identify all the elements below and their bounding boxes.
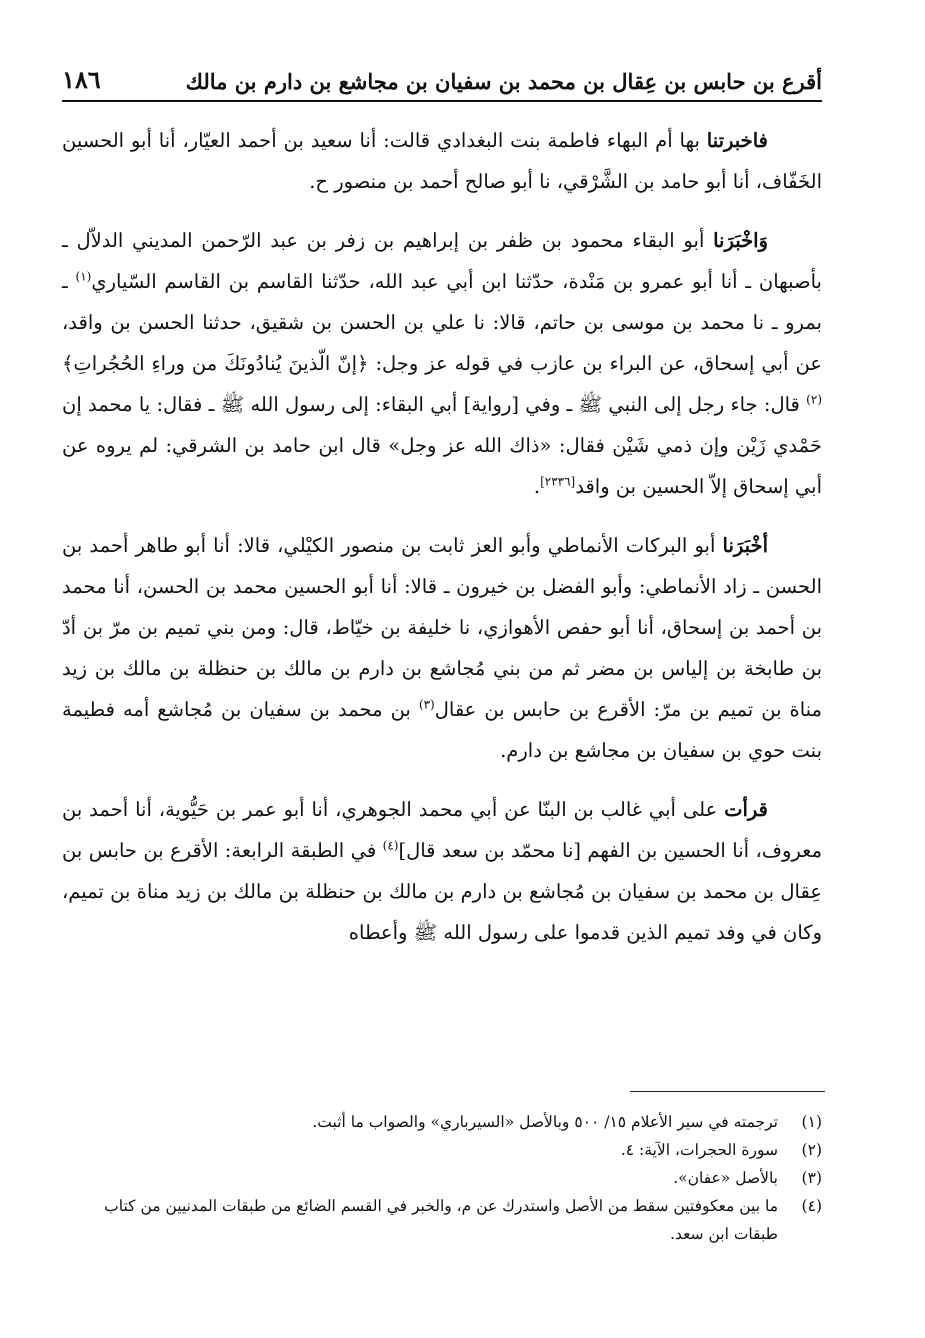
paragraph-text: . [533,475,541,498]
footnote-item [62,1108,822,1136]
paragraph-2 [62,220,822,507]
paragraph-3 [62,525,822,771]
footnotes [62,1108,822,1248]
footnote-text: بالأصل «عفان». [673,1169,778,1187]
footnote-item [62,1136,822,1164]
paragraph-lead: قرأت [724,798,768,821]
paragraph-text: بن محمد بن سفيان بن مُجاشع أمه فطيمة بنت حوي بن سفيان بن مجاشع بن دارم. [62,698,822,762]
footnote-number: (١) [801,1113,822,1131]
header-divider [62,100,822,102]
footnote-text: ما بين معكوفتين سقط من الأصل واستدرك عن م، والخبر في القسم الضائع من طبقات المدنيين من كتاب طبقات ابن سعد. [104,1197,778,1243]
hadith-number: [٢٣٣٦] [540,474,576,489]
footnote-number: (٤) [801,1197,822,1215]
footnote-item [62,1164,822,1192]
footnote-ref-3: (٣) [418,697,435,712]
footnote-divider [630,1091,825,1092]
footnote-number: (٢) [801,1141,822,1159]
paragraph-text: قال: جاء رجل إلى النبي ﷺ ـ وفي [رواية] أبي البقاء: إلى رسول الله ﷺ ـ فقال: يا محمد إن حَمْدي زَيْن وإن ذمي شَيْن فقال: «ذاك الله عز وجل» قال ابن حامد بن الشرقي: لم يروه عن أبي إسحاق إلاّ الحسين بن واقد [62,393,822,498]
paragraph-4 [62,789,822,953]
footnote-ref-1: (١) [75,269,92,284]
paragraph-lead: أخْبَرَنا [722,534,768,557]
paragraph-text: على أبي غالب بن البنّا عن أبي محمد الجوهري، أنا أبو عمر بن حَيُّوية، أنا أحمد بن معروف، أنا الحسين بن الفهم [نا محمّد بن سعد قال] [62,798,823,862]
main-text [62,120,822,971]
footnote-ref-2: (٢) [806,392,822,407]
page-header [62,58,822,98]
running-title: أقرع بن حابس بن عِقال بن محمد بن سفيان بن مجاشع بن دارم بن مالك [185,69,822,94]
paragraph-text: أبو البقاء محمود بن ظفر بن إبراهيم بن زفر بن عبد الرّحمن المديني الدلاّل ـ بأصبهان ـ أنا أبو عمرو بن مَنْدة، حدّثنا ابن أبي عبد الله، حدّثنا القاسم بن القاسم السّياري [62,229,822,293]
footnote-text: سورة الحجرات، الآية: ٤. [620,1141,778,1159]
footnote-text: ترجمته في سير الأعلام ١٥/ ٥٠٠ وبالأصل «السيرباري» والصواب ما أثبت. [312,1113,778,1131]
paragraph-1 [62,120,822,202]
footnote-ref-4: (٤) [382,838,399,853]
paragraph-text: أبو البركات الأنماطي وأبو العز ثابت بن منصور الكيْلي، قالا: أنا أبو طاهر أحمد بن الحسن ـ زاد الأنماطي: وأبو الفضل بن خيرون ـ قالا: أنا أبو الحسين محمد بن الحسن، أنا محمد بن أحمد بن إسحاق، أنا أبو حفص الأهوازي، نا خليفة بن خيّاط، قال: ومن بني تميم بن مرّ بن أدّ بن طابخة بن إلياس بن مضر ثم من بني مُجاشع بن دارم بن مالك بن حنظلة بن مالك بن زيد مناة بن تميم بن مرّ: الأقرع بن حابس بن عقال [62,534,823,721]
paragraph-lead: وَاخْبَرَنا [713,229,768,252]
paragraph-text: في الطبقة الرابعة: الأقرع بن حابس بن عِقال بن محمد بن سفيان بن مُجاشع بن دارم بن مالك بن حنظلة بن مالك بن زيد مناة بن تميم، وكان في وفد تميم الذين قدموا على رسول الله ﷺ وأعطاه [62,839,822,944]
footnote-item [62,1192,822,1248]
page-number: ١٨٦ [62,65,101,94]
paragraph-text: ـ بمرو ـ نا محمد بن موسى بن حاتم، قالا: نا علي بن الحسن بن شقيق، حدثنا الحسن بن واقد، عن أبي إسحاق، عن البراء بن عازب في قوله عز وجل: ﴿إنّ الّذينَ يُنادُونَكَ من وراءِ الحُجُراتِ﴾ [62,270,822,375]
footnote-number: (٣) [801,1169,822,1187]
paragraph-lead: فاخبرتنا [706,129,768,152]
paragraph-text: بها أم البهاء فاطمة بنت البغدادي قالت: أنا سعيد بن أحمد العيّار، أنا أبو الحسين الخَفّاف، أنا أبو حامد بن الشَّرْقي، نا أبو صالح أحمد بن منصور ح. [62,129,822,193]
